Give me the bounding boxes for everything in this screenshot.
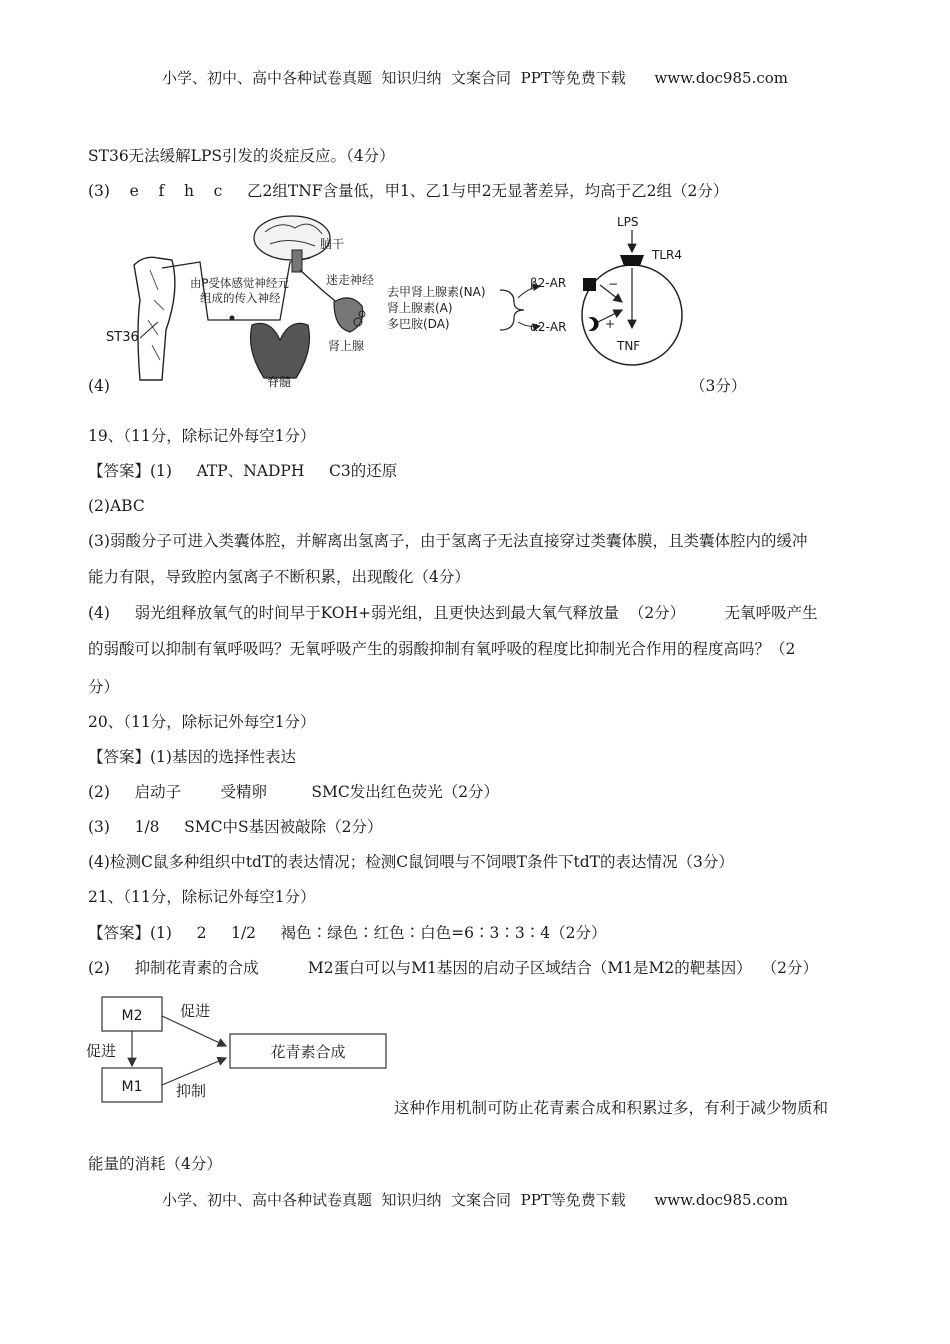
- q18-answer-4-score: （3分）: [690, 377, 747, 395]
- page-header: 小学、初中、高中各种试卷真题 知识归纳 文案合同 PPT等免费下载 www.doc985.com: [161, 69, 788, 87]
- beta2-label: β2-AR: [530, 276, 567, 290]
- q19-answer-2: (2)ABC: [88, 497, 145, 515]
- q20-answer-3: (3) 1/8 SMC中S基因被敲除（2分）: [88, 818, 383, 836]
- q18-answer-4-number: (4): [88, 377, 110, 395]
- q19-title: 19、（11分，除标记外每空1分）: [88, 427, 316, 445]
- q21-answer-2: (2) 抑制花青素的合成 M2蛋白可以与M1基因的启动子区域结合（M1是M2的靶基因） （2分）: [88, 959, 819, 977]
- spinal-cord-label: 脊髓: [267, 375, 292, 389]
- q21-answer-1: 【答案】(1) 2 1/2 褐色∶绿色∶红色∶白色=6∶3∶3∶4（2分）: [88, 924, 607, 942]
- spinal-cord-illustration: [251, 323, 310, 378]
- q20-answer-4: (4)检测C鼠多种组织中tdT的表达情况；检测C鼠饲喂与不饲喂T条件下tdT的表达情况（3分）: [88, 853, 734, 871]
- afferent-label-2: 组成的传入神经: [200, 291, 281, 305]
- m1-m2-regulation-diagram: [80, 992, 400, 1112]
- adrenal-illustration: [334, 298, 363, 332]
- q21-title: 21、（11分，除标记外每空1分）: [88, 888, 316, 906]
- q21-answer-3-line1: 这种作用机制可防止花青素合成和积累过多，有利于减少物质和: [394, 1099, 829, 1117]
- alpha2-label: α2-AR: [530, 320, 567, 334]
- vagus-label: 迷走神经: [326, 273, 375, 287]
- adrenal-label: 肾上腺: [328, 339, 365, 353]
- q19-answer-1: 【答案】(1) ATP、NADPH C3的还原: [88, 462, 398, 480]
- q20-title: 20、（11分，除标记外每空1分）: [88, 713, 316, 731]
- promote-top-label: 促进: [180, 1002, 211, 1020]
- q19-answer-3-line1: (3)弱酸分子可进入类囊体腔，并解离出氢离子，由于氢离子无法直接穿过类囊体膜，且类囊体腔内的缓冲: [88, 532, 808, 550]
- minus-sign: −: [608, 277, 619, 291]
- lps-label: LPS: [617, 215, 639, 229]
- q18-line-st36: ST36无法缓解LPS引发的炎症反应。（4分）: [88, 147, 395, 165]
- q19-answer-4-line3: 分）: [88, 678, 120, 696]
- q19-answer-4-line1: (4) 弱光组释放氧气的时间早于KOH+弱光组，且更快达到最大氧气释放量 （2分） 无氧呼吸产生: [88, 604, 818, 622]
- q20-answer-1: 【答案】(1)基因的选择性表达: [88, 748, 296, 766]
- anthocyanin-label: 花青素合成: [270, 1043, 346, 1061]
- da-label: 多巴胺(DA): [387, 317, 450, 331]
- q21-answer-3-line2: 能量的消耗（4分）: [88, 1155, 222, 1173]
- st36-label: ST36: [106, 330, 139, 345]
- na-label: 去甲肾上腺素(NA): [387, 285, 486, 299]
- q20-answer-2: (2) 启动子 受精卵 SMC发出红色荧光（2分）: [88, 783, 500, 801]
- promote-left-label: 促进: [86, 1042, 117, 1060]
- q19-answer-4-line2: 的弱酸可以抑制有氧呼吸吗？无氧呼吸产生的弱酸抑制有氧呼吸的程度比抑制光合作用的程度高吗？（2: [88, 640, 796, 658]
- page-footer: 小学、初中、高中各种试卷真题 知识归纳 文案合同 PPT等免费下载 www.doc985.com: [161, 1191, 788, 1209]
- tnf-label: TNF: [617, 339, 641, 353]
- tlr4-label: TLR4: [652, 248, 682, 262]
- plus-sign: +: [605, 317, 616, 331]
- inhibit-label: 抑制: [176, 1082, 207, 1100]
- m1-label: M1: [121, 1079, 143, 1095]
- brainstem-label: 脑干: [320, 237, 345, 251]
- q18-answer-3: (3) e f h c 乙2组TNF含量低，甲1、乙1与甲2无显著差异，均高于乙2组（2分）: [88, 182, 729, 200]
- neural-immune-figure: [100, 210, 700, 395]
- a-label: 肾上腺素(A): [387, 301, 453, 315]
- m2-label: M2: [121, 1008, 143, 1024]
- q19-answer-3-line2: 能力有限，导致腔内氢离子不断积累，出现酸化（4分）: [88, 568, 470, 586]
- leg-illustration: [134, 257, 175, 380]
- afferent-label-1: 由P受体感觉神经元: [190, 276, 289, 290]
